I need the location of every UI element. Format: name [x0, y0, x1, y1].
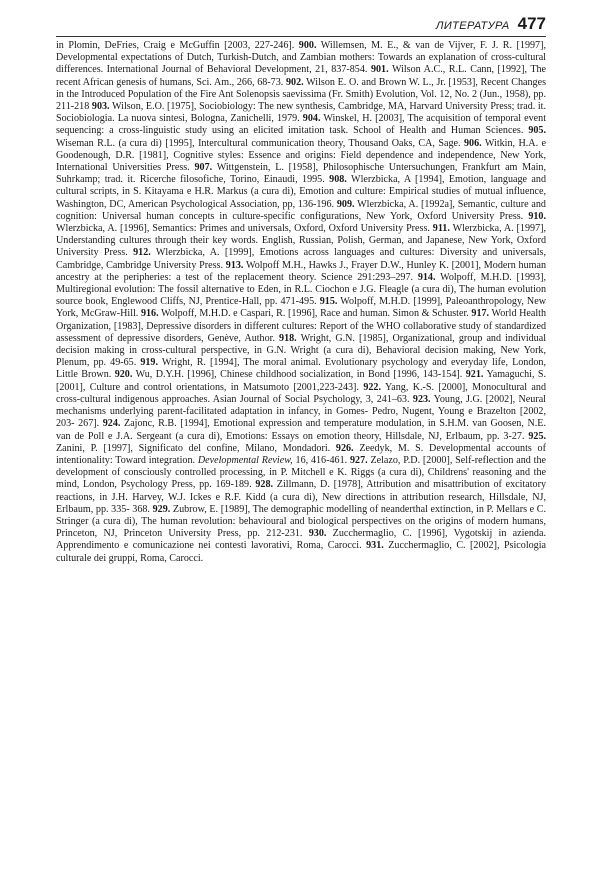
reference-number: 903.	[91, 101, 110, 113]
reference-number: 926.	[335, 442, 354, 454]
reference-text: Wittgenstein, L. [1958], Philosophische Untersuchungen, Frankfurt am Main, Suhrkamp; trad. it. Ricerche filosofiche, Torino, Einaudi, 1995.	[56, 162, 546, 186]
reference-number: 914.	[417, 271, 436, 283]
running-head	[436, 14, 546, 34]
reference-number: 911.	[432, 223, 450, 235]
reference-text: Zeedyk, M. S. Developmental accounts of intentionality: Toward integration.	[56, 442, 546, 466]
reference-text: Wlerzbicka, A. [1996], Semantics: Primes and universals, Oxford, Oxford University Press.	[56, 223, 430, 235]
reference-text: Wolpoff, M.H.D. e Caspari, R. [1996], Race and human. Simon & Schuster.	[161, 308, 469, 320]
reference-list	[56, 40, 546, 565]
reference-number: 900.	[298, 40, 317, 51]
reference-entry	[141, 308, 469, 319]
reference-number: 924.	[102, 418, 121, 430]
reference-entry	[115, 369, 463, 380]
reference-text: Wlerzbicka, A. [1999], Emotions across languages and cultures: Diversity and universals, Cambridge, Cambridge University Press.	[56, 247, 546, 271]
reference-number: 916.	[140, 308, 159, 320]
reference-text: Winskel, H. [2003], The acquisition of temporal event sequencing: a cross-linguistic study using an elicited imitation task. School of Health and Human Sciences.	[56, 113, 547, 137]
reference-text: Wright, R. [1994], The moral animal. Evolutionary psychology and everyday life, London, Little Brown.	[56, 357, 546, 381]
reference-number: 905.	[528, 125, 546, 137]
reference-number: 912.	[133, 247, 151, 259]
reference-text: Wilson E. O. and Brown W. L., Jr. [1953], Recent Changes in the Introduced Population of the Fire Ant Solenopsis saevissima (Fr. Smith) Evolution, Vol. 12, No. 2 (Jun., 1958), pp. 211-218	[56, 76, 547, 113]
reference-number: 921.	[465, 369, 484, 381]
reference-number: 915.	[319, 296, 338, 308]
reference-text: Wlerzbicka, A. [1997], Understanding cultures through their key words. English, Russian, Polish, German, and Japanese, New York, Oxford University Press.	[56, 223, 546, 259]
reference-text: Young, J.G. [2002], Neural mechanisms underlying parent-facilitated adaptation in infancy, in Gomes- Pedro, Nugent, Young e Brazelton [2002, 203- 267].	[56, 393, 546, 430]
reference-text: Wlerzbicka, A [1994], Emotion, language and cultural scripts, in S. Kitayama e H.R. Markus (a cura di), Emotion and culture: Empirical studies of mutual influence, Washington, DC, American Psychological Association, pp, 136-196.	[56, 174, 546, 210]
section-title: ЛИТЕРАТУРА	[435, 20, 510, 32]
header-rule	[56, 36, 546, 37]
reference-text: Wilson A.C., R.L. Cann, [1992], The recent African genesis of humans, Sci. Am., 266, 68-73.	[56, 64, 547, 88]
reference-number: 918.	[279, 332, 297, 344]
reference-text: Wright, G.N. [1985], Organizational, group and individual decision making in cross-cultural perspective, in G.N. Wright (a cura di), Behavioral decision making, New York, Plenum, pp. 49-65.	[56, 332, 546, 369]
reference-number: 904.	[302, 113, 321, 125]
reference-number: 929.	[152, 503, 171, 515]
reference-number: 930.	[308, 528, 327, 540]
reference-entry	[56, 40, 294, 51]
reference-text: Wolpoff M.H., Hawks J., Frayer D.W., Hunley K. [2001], Modern human ancestry at the peripheries: a test of the replacement theory. Science 291:293–297.	[56, 259, 546, 283]
reference-text: Zillmann, D. [1978], Attribution and misattribution of excitatory reactions, in J.H. Harvey, W.J. Ickes e R.F. Kidd (a cura di), New directions in attribution research, Hillsdale, NJ, Erlbaum, pp. 335- 368.	[56, 479, 547, 515]
reference-number: 925.	[528, 430, 547, 442]
reference-tail: 16, 416-461.	[295, 454, 348, 466]
reference-text: in Plomin, DeFries, Craig e McGuffin [2003, 227-246].	[56, 40, 295, 51]
reference-number: 909.	[336, 198, 355, 210]
reference-text: Zucchermaglio, C. [1996], Vygotskij in azienda. Apprendimento e comunicazione nei contesti lavorativi, Roma, Carocci.	[56, 528, 546, 552]
reference-text: Willemsen, M. E., & van de Vijver, F. J. R. [1997], Developmental expectations of Dutch, Turkish-Dutch, and Zambian mothers: Towards an explanation of cross-cultural differences. International Journal of Behavioral Development, 21, 837-854.	[56, 40, 546, 76]
reference-text: Wilson, E.O. [1975], Sociobiology: The new synthesis, Cambridge, MA, Harvard University Press; trad. it. Sociobiologia. La nuova sintesi, Bologna, Zanichelli, 1979.	[56, 101, 547, 125]
reference-text: Zanini, P. [1997], Significato del confine, Milano, Mondadori.	[56, 442, 331, 454]
reference-text: Wlerzbicka, A. [1992a], Semantic, culture and cognition: Universal human concepts in culture-specific configurations, New York, Oxford University Press.	[56, 198, 546, 222]
reference-text: Wolpoff, M.H.D. [1999], Paleoanthropology, New York, McGraw-Hill.	[56, 296, 546, 320]
reference-number: 923.	[412, 393, 431, 405]
reference-number: 913.	[225, 259, 244, 271]
reference-number: 928.	[255, 479, 274, 491]
reference-text: Wolpoff, M.H.D. [1993], Multiregional evolution: The fossil alternative to Eden, in R.L. Ciochon e J.G. Fleagle (a cura di), The human evolution source book, Englewood Cliffs, NJ, Prentice-Hall, pp. 471-495.	[56, 271, 546, 308]
reference-text: Zelazo, P.D. [2000], Self-reflection and the development of consciously controlled processing, in P. Mitchell e K. Riggs (a cura di), Childrens' reasoning and the mind, London, Psychology Press, pp. 169-189.	[56, 454, 547, 491]
reference-text: Zajonc, R.B. [1994], Emotional expression and temperature modulation, in S.H.M. van Goosen, N.E. van de Poll e J.A. Sergeant (a cura di), Emotions: Essays on emotion theory, Hillsdale, NJ, Erlbaum, pp. 3-27.	[56, 418, 546, 442]
reference-text: Yamaguchi, S. [2001], Culture and control orientations, in Matsumoto [2001,223-243].	[56, 369, 547, 393]
reference-number: 922.	[363, 381, 381, 393]
reference-number: 907.	[194, 162, 213, 174]
reference-number: 931.	[366, 540, 384, 552]
reference-number: 920.	[114, 369, 133, 381]
reference-entry	[56, 418, 546, 441]
reference-journal: Developmental Review,	[197, 454, 293, 466]
reference-text: Zucchermaglio, C. [2002], Psicologia culturale dei gruppi, Roma, Carocci.	[56, 540, 546, 564]
reference-text: Zubrow, E. [1989], The demographic modelling of neanderthal extinction, in P. Mellars e C. Stringer (a cura di), The human revolution: behavioural and biological perspectives on the origins of modern humans, Princeton, NJ, Princeton University Press, pp. 212-231.	[56, 503, 547, 540]
reference-number: 902.	[285, 76, 304, 88]
reference-number: 927.	[349, 454, 368, 466]
reference-text: Wiseman R.L. (a cura di) [1995], Intercultural communication theory, Thousand Oaks, CA, Sage.	[56, 137, 461, 149]
reference-number: 910.	[528, 210, 546, 222]
page-number: 477	[517, 14, 546, 33]
reference-number: 908.	[329, 174, 347, 186]
reference-text: Yang, K.-S. [2000], Monocultural and cross-cultural indigenous approaches. Asian Journal of Social Psychology, 3, 241–63.	[56, 381, 547, 405]
reference-number: 901.	[370, 64, 389, 76]
reference-text: Wu, D.Y.H. [1996], Chinese childhood socialization, in Bond [1996, 143-154].	[135, 369, 463, 381]
reference-text: Witkin, H.A. e Goodenough, D.R. [1981], Cognitive styles: Essence and origins: Field dependence and independence, New York, International Universities Press.	[56, 137, 546, 174]
reference-number: 919.	[140, 357, 158, 369]
reference-number: 917.	[471, 308, 490, 320]
reference-number: 906.	[463, 137, 482, 149]
reference-text: World Health Organization, [1983], Depressive disorders in different cultures: Report of the WHO collaborative study of standardized assessment of depressive disorders, Genève, Author.	[56, 308, 547, 344]
